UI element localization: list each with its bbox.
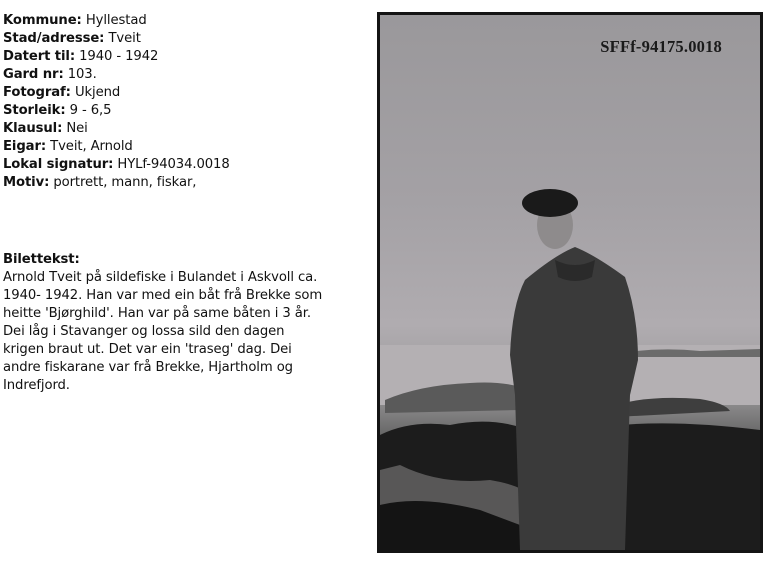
caption-line: andre fiskarane var frå Brekke, Hjartholm og (3, 360, 293, 375)
metadata-label: Stad/adresse: (3, 31, 105, 46)
metadata-value: 1940 - 1942 (79, 49, 159, 64)
metadata-row-signatur (3, 156, 230, 174)
metadata-value: Hyllestad (85, 13, 147, 28)
metadata-value: Ukjend (74, 85, 121, 100)
metadata-label: Datert til: (3, 49, 76, 64)
metadata-value: 9 - 6,5 (69, 103, 112, 118)
caption-line: Arnold Tveit på sildefiske i Bulandet i Askvoll ca. (3, 270, 318, 285)
metadata-label: Storleik: (3, 103, 66, 118)
metadata-row-storleik (3, 102, 230, 120)
metadata-value: portrett, mann, fiskar, (53, 175, 197, 190)
metadata-label: Fotograf: (3, 85, 71, 100)
metadata-row-motiv (3, 174, 230, 192)
metadata-label: Gard nr: (3, 67, 64, 82)
caption-line: Indrefjord. (3, 378, 70, 393)
metadata-value: Nei (66, 121, 88, 136)
photo-scene-illustration (380, 15, 760, 550)
metadata-list (3, 12, 230, 192)
metadata-row-kommune (3, 12, 230, 30)
metadata-label: Motiv: (3, 175, 50, 190)
caption-label: Bilettekst: (3, 252, 80, 267)
metadata-value: Tveit (108, 31, 141, 46)
caption-block (3, 251, 375, 395)
metadata-label: Eigar: (3, 139, 47, 154)
metadata-row-datert (3, 48, 230, 66)
metadata-value: Tveit, Arnold (50, 139, 133, 154)
portrait-photo (377, 12, 763, 553)
metadata-row-stad (3, 30, 230, 48)
archive-signature-stamp: SFFf-94175.0018 (600, 37, 722, 56)
metadata-row-eigar (3, 138, 230, 156)
metadata-label: Lokal signatur: (3, 157, 114, 172)
metadata-row-fotograf (3, 84, 230, 102)
metadata-row-gard (3, 66, 230, 84)
caption-line: 1940- 1942. Han var med ein båt frå Brekke som (3, 288, 323, 303)
metadata-label: Klausul: (3, 121, 63, 136)
metadata-label: Kommune: (3, 13, 82, 28)
metadata-value: 103. (67, 67, 97, 82)
metadata-value: HYLf-94034.0018 (117, 157, 230, 172)
caption-line: heitte 'Bjørghild'. Han var på same båten i 3 år. (3, 306, 311, 321)
caption-line: Dei låg i Stavanger og lossa sild den dagen (3, 324, 285, 339)
caption-line: krigen braut ut. Det var ein 'traseg' dag. Dei (3, 342, 292, 357)
metadata-row-klausul (3, 120, 230, 138)
